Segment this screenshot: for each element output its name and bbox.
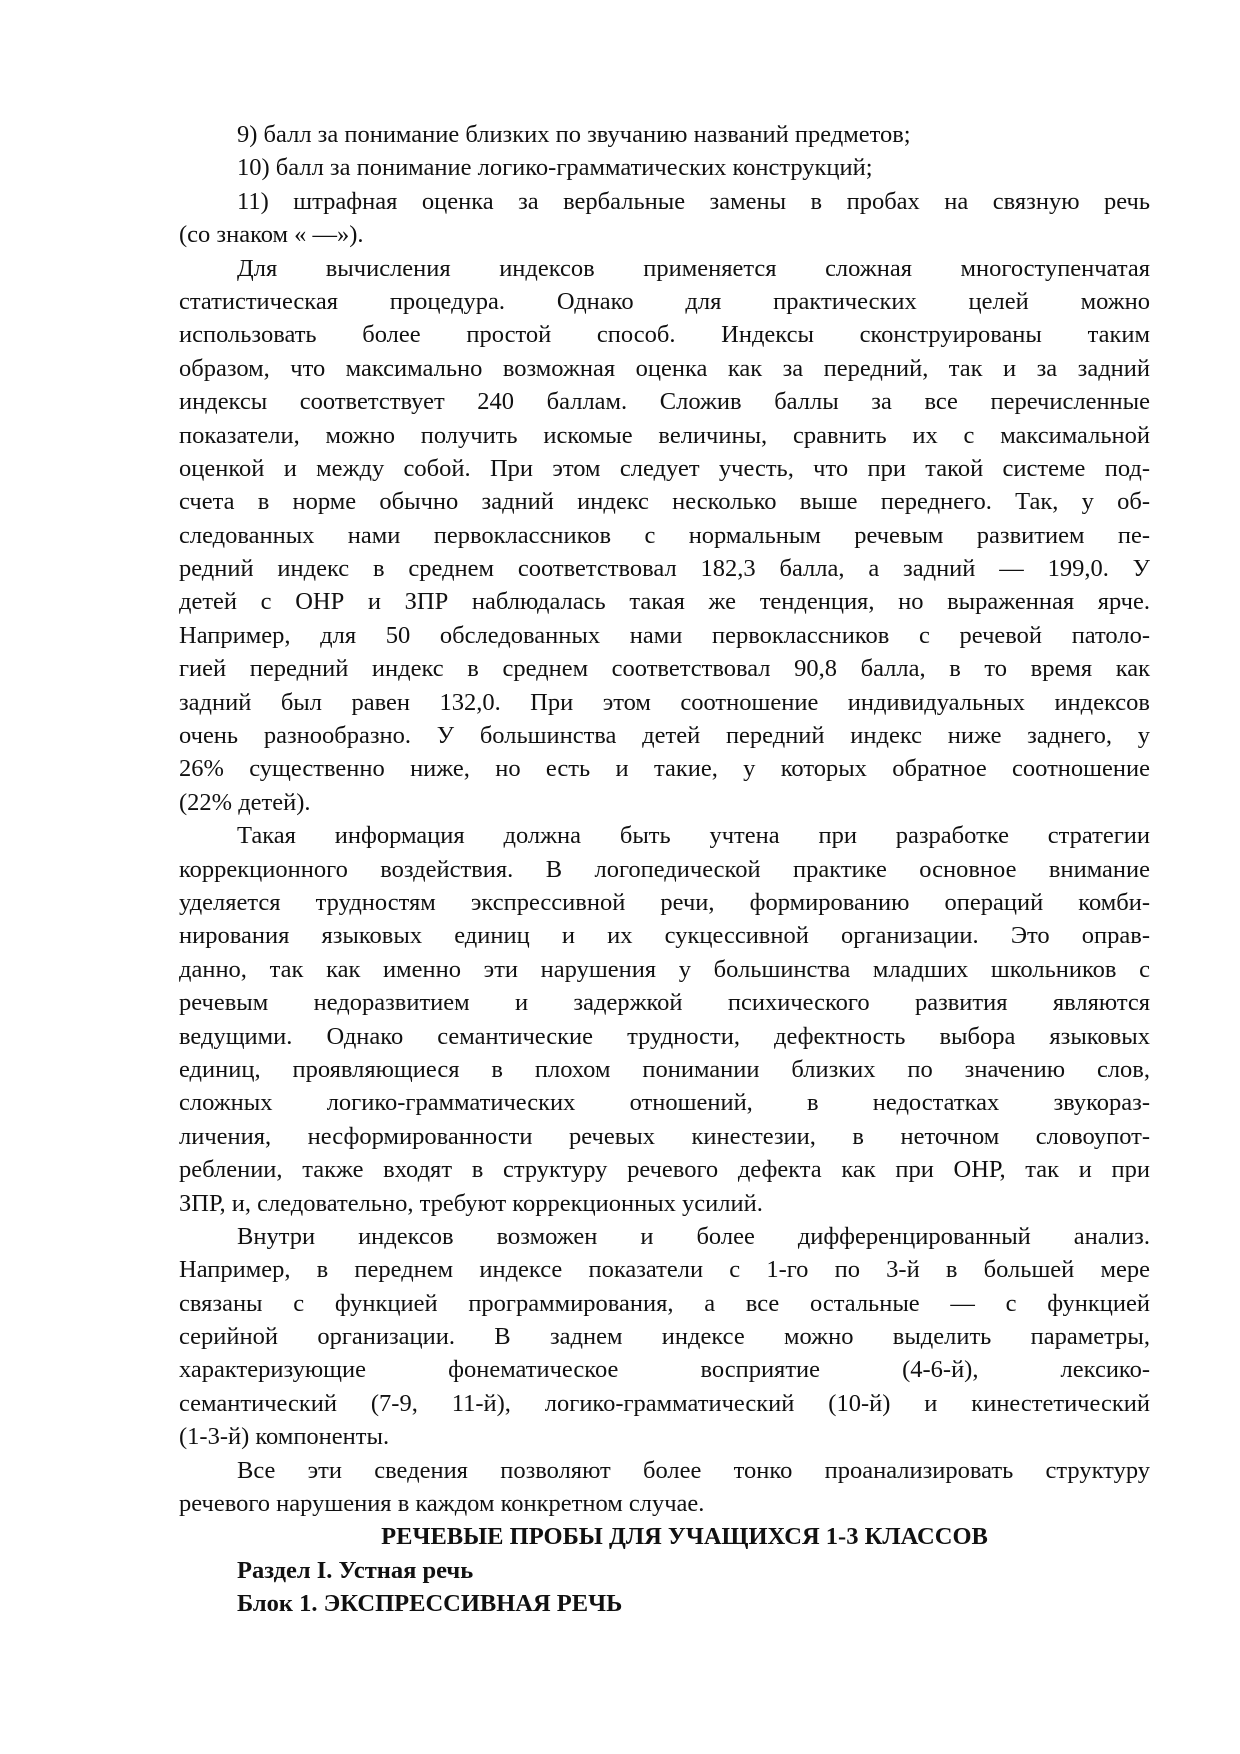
text-line: образом, что максимально возможная оценка как за передний, так и за задний	[179, 354, 1150, 382]
paragraph	[179, 252, 1150, 820]
text-line: серийной организации. В заднем индексе можно выделить параметры,	[179, 1323, 1150, 1351]
text-line: связаны с функцией программирования, а все остальные — с функцией	[179, 1289, 1150, 1317]
text-line: статистическая процедура. Однако для практических целей можно	[179, 287, 1150, 315]
text-line: характеризующие фонематическое восприятие (4-6-й), лексико-	[179, 1356, 1150, 1384]
text-line: использовать более простой способ. Индексы сконструированы таким	[179, 321, 1150, 349]
document-page	[179, 118, 1150, 1621]
text-line: реблении, также входят в структуру речевого дефекта как при ОНР, так и при	[179, 1156, 1150, 1184]
text-line: Такая информация должна быть учтена при разработке стратегии	[237, 822, 1150, 850]
text-line: оценкой и между собой. При этом следует учесть, что при такой системе под-	[179, 454, 1150, 482]
text-line: Все эти сведения позволяют более тонко проанализировать структуру	[237, 1456, 1150, 1484]
section-heading: Раздел I. Устная речь	[237, 1556, 474, 1584]
text-line: 26% существенно ниже, но есть и такие, у которых обратное соотношение	[179, 755, 1150, 783]
text-line: счета в норме обычно задний индекс несколько выше переднего. Так, у об-	[179, 488, 1150, 516]
text-line: сложных логико-грамматических отношений, в недостатках звукораз-	[179, 1089, 1150, 1117]
text-line: редний индекс в среднем соответствовал 182,3 балла, а задний — 199,0. У	[179, 555, 1150, 583]
text-line: Например, для 50 обследованных нами первоклассников с речевой патоло-	[179, 621, 1150, 649]
text-line: очень разнообразно. У большинства детей передний индекс ниже заднего, у	[179, 722, 1150, 750]
text-line: индексы соответствует 240 баллам. Сложив баллы за все перечисленные	[179, 388, 1150, 416]
text-line: ЗПР, и, следовательно, требуют коррекционных усилий.	[179, 1189, 763, 1217]
text-line: 11) штрафная оценка за вербальные замены в пробах на связную речь	[237, 187, 1150, 215]
block-heading: Блок 1. ЭКСПРЕССИВНАЯ РЕЧЬ	[237, 1590, 623, 1618]
paragraph	[179, 819, 1150, 1220]
text-line: 10) балл за понимание логико-грамматических конструкций;	[237, 154, 873, 182]
text-line: (со знаком « —»).	[179, 221, 364, 249]
text-line: гией передний индекс в среднем соответствовал 90,8 балла, в то время как	[179, 655, 1150, 683]
paragraph	[179, 1454, 1150, 1521]
text-line: Для вычисления индексов применяется сложная многоступенчатая	[237, 254, 1150, 282]
text-line: Внутри индексов возможен и более дифференцированный анализ.	[237, 1222, 1150, 1250]
text-line: (1-3-й) компоненты.	[179, 1423, 390, 1451]
text-line: показатели, можно получить искомые величины, сравнить их с максимальной	[179, 421, 1150, 449]
text-line: семантический (7-9, 11-й), логико-грамматический (10-й) и кинестетический	[179, 1389, 1150, 1417]
section-title: РЕЧЕВЫЕ ПРОБЫ ДЛЯ УЧАЩИХСЯ 1-3 КЛАССОВ	[381, 1523, 988, 1551]
list-block	[179, 118, 1150, 252]
body-text	[179, 118, 1150, 1520]
text-line: ведущими. Однако семантические трудности, дефектность выбора языковых	[179, 1022, 1150, 1050]
text-line: Например, в переднем индексе показатели с 1-го по 3-й в большей мере	[179, 1256, 1150, 1284]
text-line: 9) балл за понимание близких по звучанию названий предметов;	[237, 121, 911, 148]
text-line: уделяется трудностям экспрессивной речи, формированию операций комби-	[179, 888, 1150, 916]
paragraph	[179, 1220, 1150, 1454]
text-line: (22% детей).	[179, 788, 311, 816]
text-line: следованных нами первоклассников с нормальным речевым развитием пе-	[179, 521, 1150, 549]
text-line: детей с ОНР и ЗПР наблюдалась такая же тенденция, но выраженная ярче.	[179, 588, 1150, 616]
text-line: личения, несформированности речевых кинестезии, в неточном словоупот-	[179, 1122, 1150, 1150]
text-line: коррекционного воздействия. В логопедической практике основное внимание	[179, 855, 1150, 883]
text-line: нирования языковых единиц и их сукцессивной организации. Это оправ-	[179, 922, 1150, 950]
text-line: единиц, проявляющиеся в плохом понимании близких по значению слов,	[179, 1055, 1150, 1083]
text-line: задний был равен 132,0. При этом соотношение индивидуальных индексов	[179, 688, 1150, 716]
text-line: речевым недоразвитием и задержкой психического развития являются	[179, 989, 1150, 1017]
text-line: данно, так как именно эти нарушения у большинства младших школьников с	[179, 955, 1150, 983]
text-line: речевого нарушения в каждом конкретном случае.	[179, 1490, 705, 1518]
